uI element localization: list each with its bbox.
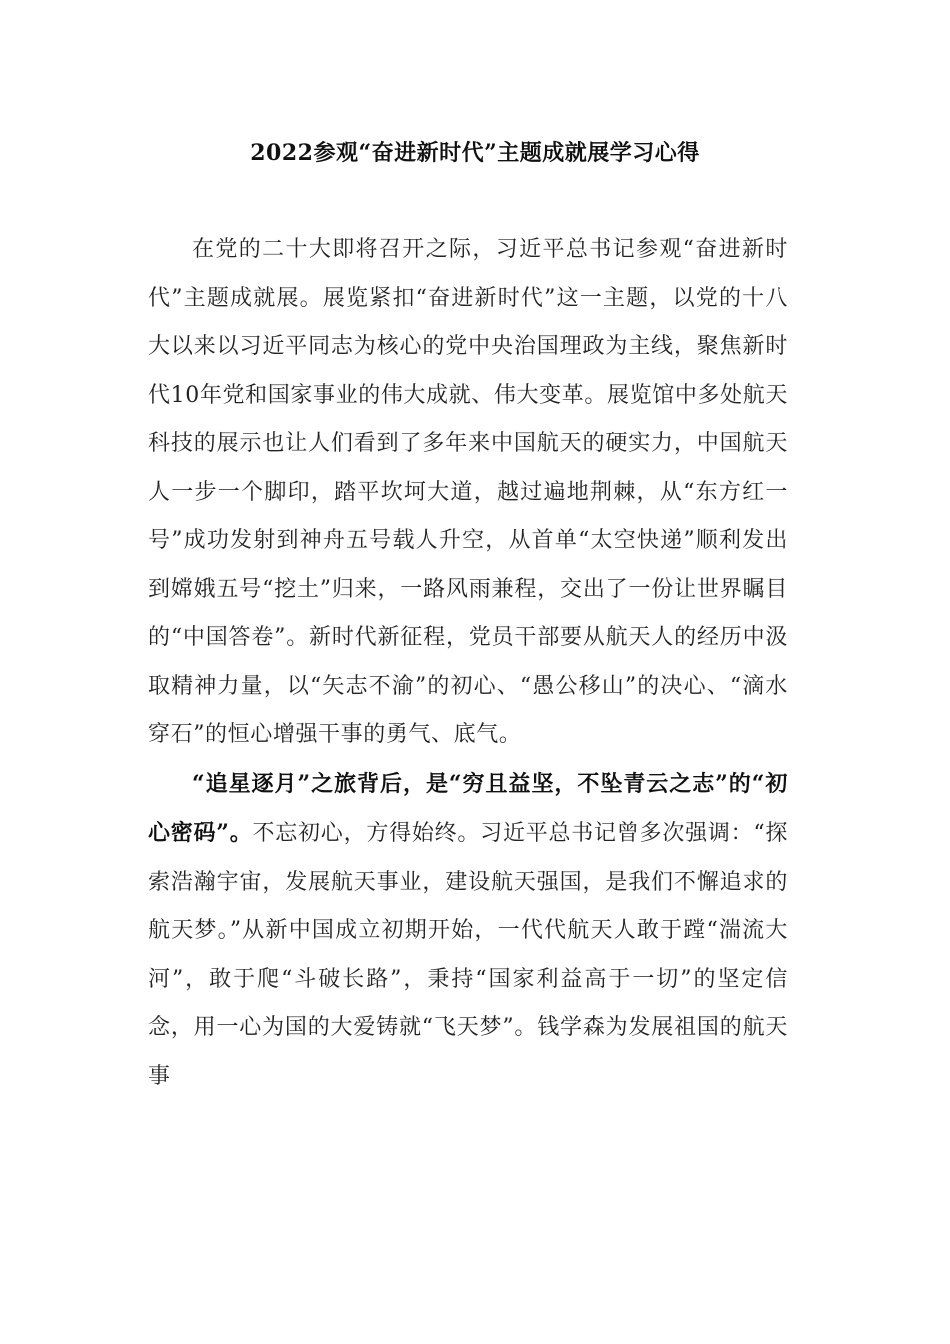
paragraph-2 (148, 760, 788, 1102)
paragraph-1: 在党的二十大即将召开之际，习近平总书记参观“奋进新时代”主题成就展。展览紧扣“奋进新时代”这一主题，以党的十八大以来以习近平同志为核心的党中央治国理政为主线，聚焦新时代10年党和国家事业的伟大成就、伟大变革。展览馆中多处航天科技的展示也让人们看到了多年来中国航天的硬实力，中国航天人一步一个脚印，踏平坎坷大道，越过遍地荆棘，从“东方红一号”成功发射到神舟五号载人升空，从首单“太空快递”顺利发出到嫦娥五号“挖土”归来，一路风雨兼程，交出了一份让世界瞩目的“中国答卷”。新时代新征程，党员干部要从航天人的经历中汲取精神力量，以“矢志不渝”的初心、“愚公移山”的决心、“滴水穿石”的恒心增强干事的勇气、底气。 (148, 237, 788, 747)
document-body (148, 226, 788, 1101)
paragraph-2-lead: “追星逐月”之旅背后，是“穷且益坚，不坠青云之志”的“初心密码”。 (148, 770, 788, 846)
paragraph-2-rest: 不忘初心，方得始终。习近平总书记曾多次强调：“探索浩瀚宇宙，发展航天事业，建设航天强国，是我们不懈追求的航天梦。”从新中国成立初期开始，一代代航天人敢于蹚“湍流大河”，敢于爬“斗破长路”，秉持“国家利益高于一切”的坚定信念，用一心为国的大爱铸就“飞天梦”。钱学森为发展祖国的航天事 (148, 821, 788, 1089)
document-title: 2022参观“奋进新时代”主题成就展学习心得 (250, 140, 700, 166)
